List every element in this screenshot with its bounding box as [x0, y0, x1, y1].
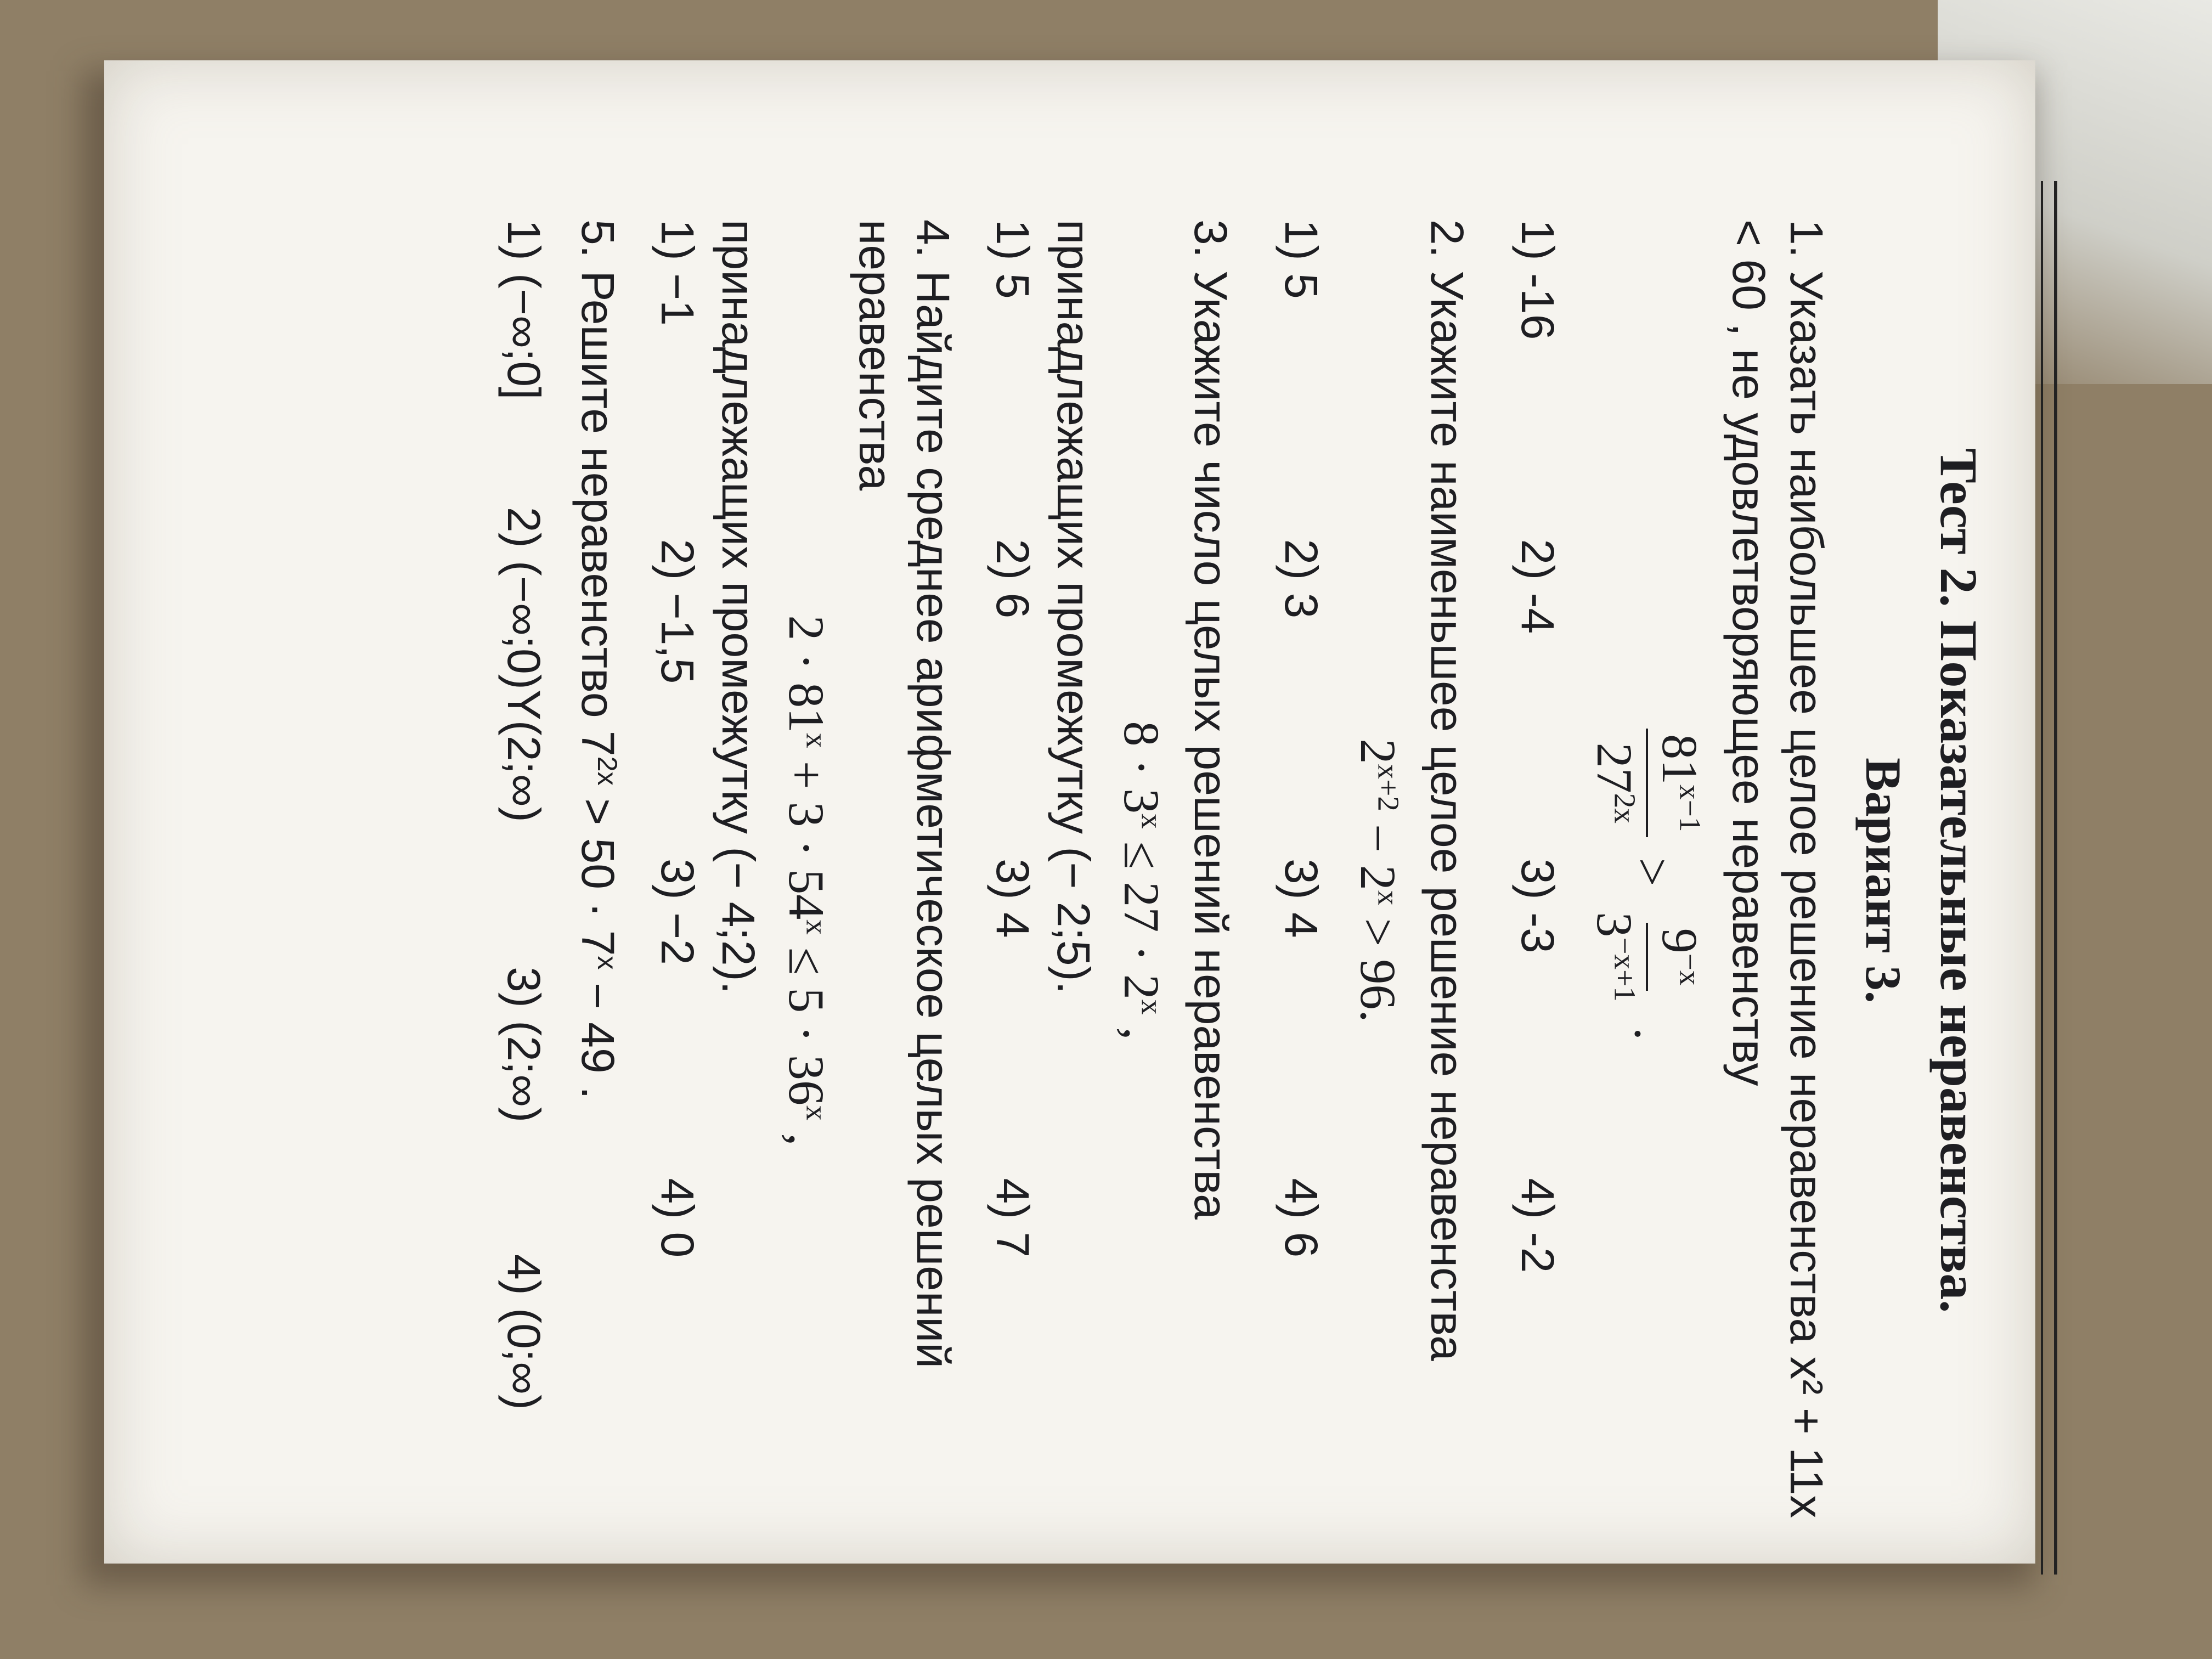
- answer-option[interactable]: 4) 6: [1276, 1178, 1327, 1258]
- fraction-left: $81^{x-1}$ $27^{2x}$: [1583, 729, 1711, 837]
- answer-option[interactable]: 1) 5: [1276, 219, 1327, 299]
- question-3-text: 3. Укажите число целых решений неравенства: [1185, 219, 1237, 1220]
- answer-option[interactable]: 3) −2: [652, 859, 703, 965]
- relation-sign: >: [1624, 857, 1680, 887]
- answer-option[interactable]: 1) (−∞;0]: [498, 219, 550, 400]
- question-3-formula: $8 \cdot 3^x \le 27 \cdot 2^x$ ,: [1114, 721, 1170, 1040]
- answer-option[interactable]: 3) 4: [987, 859, 1039, 938]
- answer-option[interactable]: 4) 0: [652, 1178, 703, 1258]
- answer-option[interactable]: 2) −1,5: [652, 539, 703, 684]
- answer-option[interactable]: 3) 4: [1276, 859, 1327, 938]
- question-4-interval: принадлежащих промежутку (− 4;2).: [713, 219, 764, 994]
- question-4-answers: [648, 219, 706, 1498]
- answer-option[interactable]: 3) (2;∞): [498, 967, 550, 1123]
- question-1-formula: $81^{x-1}$ $27^{2x}$ > $9^{-x}$ $3^{-x+1}$ .: [1583, 219, 1711, 1542]
- question-5-text: 5. Решите неравенство $7^{2x} > 50 \cdot 7^x - 49$ .: [572, 219, 624, 1099]
- answer-option[interactable]: 1) 5: [987, 219, 1039, 299]
- answer-option[interactable]: 2) (−∞;0)Y(2;∞): [498, 506, 550, 822]
- question-2-formula: $2^{x+2} - 2^x > 96$.: [1350, 738, 1406, 1023]
- answer-option[interactable]: 1) -16: [1512, 219, 1564, 340]
- question-1-text: 1. Указать наибольшее целое решение неравенства x² + 11x < 60 , не удовлетворяющее неравенству: [1723, 219, 1832, 1519]
- question-4-formula: $2 \cdot 81^x + 3 \cdot 54^x \le 5 \cdot 36^x$ ,: [778, 615, 834, 1146]
- question-2-answers: [1272, 219, 1330, 1498]
- answer-option[interactable]: 4) -2: [1512, 1178, 1564, 1273]
- question-5-answers: [495, 219, 552, 1542]
- answer-option[interactable]: 2) 3: [1276, 539, 1327, 619]
- answer-option[interactable]: 2) -4: [1512, 539, 1564, 634]
- answer-option[interactable]: 3) -3: [1512, 859, 1564, 953]
- question-3-interval: принадлежащих промежутку (− 2;5).: [1048, 219, 1099, 994]
- question-3-answers: [984, 219, 1041, 1498]
- answer-option[interactable]: 2) 6: [987, 539, 1039, 619]
- frame-border: [2041, 181, 2057, 1575]
- test-title: Тест 2. Показательные неравенства.: [1929, 448, 1988, 1313]
- paper-sheet: [104, 60, 2035, 1564]
- worksheet-content: [258, 176, 2057, 1580]
- question-1-answers: [1509, 219, 1566, 1498]
- answer-option[interactable]: 4) (0;∞): [498, 1254, 550, 1410]
- answer-option[interactable]: 1) −1: [652, 219, 703, 326]
- answer-option[interactable]: 4) 7: [987, 1178, 1039, 1258]
- question-4-text: 4. Найдите среднее арифметическое целых решений неравенства: [850, 219, 959, 1369]
- variant-label: Вариант 3.: [1855, 758, 1911, 1003]
- question-2-text: 2. Укажите наименьшее целое решение неравенства: [1421, 219, 1473, 1361]
- fraction-right: $9^{-x}$ $3^{-x+1}$: [1583, 906, 1711, 1007]
